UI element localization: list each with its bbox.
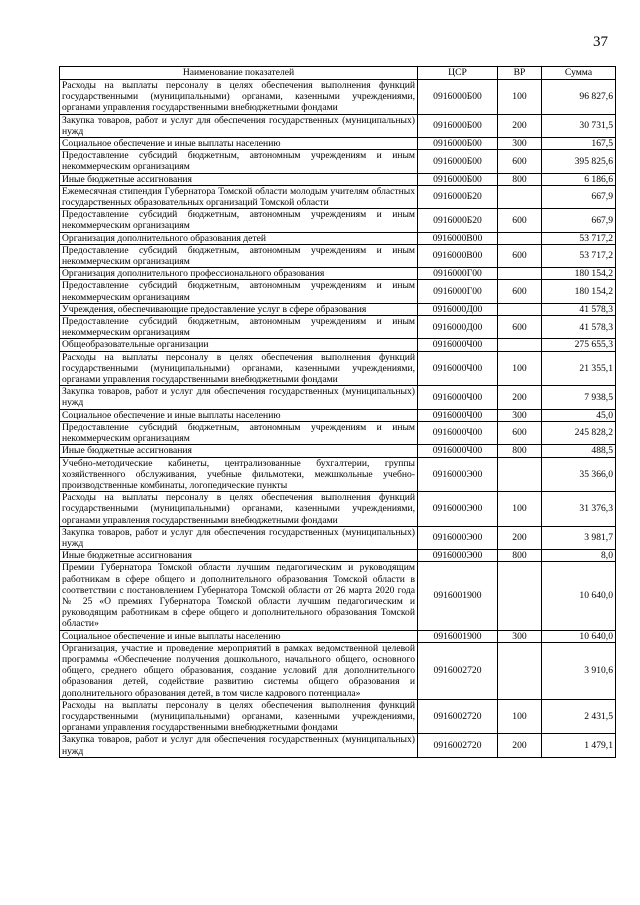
cell-vr: 800 (498, 445, 542, 457)
cell-sum: 180 154,2 (542, 280, 616, 303)
cell-vr: 100 (498, 80, 542, 115)
header-csr: ЦСР (418, 67, 498, 80)
cell-sum: 10 640,0 (542, 562, 616, 630)
table-row (60, 339, 616, 351)
page-number: 37 (593, 34, 608, 50)
table-row (60, 114, 616, 137)
cell-sum: 8,0 (542, 550, 616, 562)
cell-name: Закупка товаров, работ и услуг для обеспечения государственных (муниципальных) нужд (60, 386, 418, 409)
cell-vr (498, 268, 542, 280)
cell-name: Предоставление субсидий бюджетным, автономным учреждениям и иным некоммерческим организациям (60, 280, 418, 303)
cell-name: Закупка товаров, работ и услуг для обеспечения государственных (муниципальных) нужд (60, 526, 418, 549)
cell-name: Организация дополнительного профессионального образования (60, 268, 418, 280)
cell-vr (498, 232, 542, 244)
cell-csr: 0916000Б00 (418, 114, 498, 137)
cell-sum: 488,5 (542, 445, 616, 457)
cell-sum: 167,5 (542, 138, 616, 150)
table-row (60, 232, 616, 244)
table-header-row (60, 67, 616, 80)
cell-sum: 667,9 (542, 185, 616, 208)
cell-vr: 200 (498, 386, 542, 409)
table-row (60, 185, 616, 208)
cell-name: Иные бюджетные ассигнования (60, 445, 418, 457)
cell-sum: 395 825,6 (542, 150, 616, 173)
cell-sum: 3 981,7 (542, 526, 616, 549)
cell-name: Социальное обеспечение и иные выплаты населению (60, 138, 418, 150)
table-row (60, 445, 616, 457)
cell-vr (498, 457, 542, 492)
cell-name: Предоставление субсидий бюджетным, автономным учреждениям и иным некоммерческим организациям (60, 209, 418, 232)
cell-vr: 600 (498, 209, 542, 232)
cell-name: Предоставление субсидий бюджетным, автономным учреждениям и иным некоммерческим организациям (60, 244, 418, 267)
cell-vr: 100 (498, 492, 542, 527)
cell-csr: 0916000Ч00 (418, 445, 498, 457)
budget-table (59, 66, 616, 758)
cell-csr: 0916000Э00 (418, 492, 498, 527)
cell-sum: 45,0 (542, 409, 616, 421)
cell-csr: 0916000Б00 (418, 138, 498, 150)
cell-vr: 600 (498, 244, 542, 267)
cell-sum: 41 578,3 (542, 316, 616, 339)
table-row (60, 316, 616, 339)
cell-vr: 800 (498, 173, 542, 185)
cell-sum: 1 479,1 (542, 734, 616, 757)
cell-csr: 0916000Ч00 (418, 351, 498, 386)
cell-csr: 0916002720 (418, 642, 498, 699)
table-row (60, 386, 616, 409)
cell-sum: 96 827,6 (542, 80, 616, 115)
cell-csr: 0916000Б00 (418, 150, 498, 173)
cell-sum: 21 355,1 (542, 351, 616, 386)
cell-sum: 35 366,0 (542, 457, 616, 492)
cell-sum: 2 431,5 (542, 699, 616, 734)
table-row (60, 562, 616, 630)
cell-name: Учебно-методические кабинеты, централизованные бухгалтерии, группы хозяйственного обслуживания, учебные фильмотеки, межшкольные учебно-производственные комбинаты, логопедические пункты (60, 457, 418, 492)
cell-name: Организация дополнительного образования детей (60, 232, 418, 244)
table-row (60, 642, 616, 699)
cell-csr: 0916000Д00 (418, 303, 498, 315)
cell-name: Расходы на выплаты персоналу в целях обеспечения выполнения функций государственными (муниципальными) органами, казенными учреждениями, органами управления государственными внебюджетными фондами (60, 699, 418, 734)
cell-csr: 0916000Г00 (418, 280, 498, 303)
cell-name: Расходы на выплаты персоналу в целях обеспечения выполнения функций государственными (муниципальными) органами, казенными учреждениями, органами управления государственными внебюджетными фондами (60, 492, 418, 527)
cell-vr: 600 (498, 280, 542, 303)
cell-csr: 0916002720 (418, 734, 498, 757)
cell-vr: 100 (498, 699, 542, 734)
cell-csr: 0916000Э00 (418, 550, 498, 562)
header-vr: ВР (498, 67, 542, 80)
cell-name: Иные бюджетные ассигнования (60, 550, 418, 562)
cell-csr: 0916000Э00 (418, 457, 498, 492)
cell-name: Ежемесячная стипендия Губернатора Томской области молодым учителям областных государственных образовательных организаций Томской области (60, 185, 418, 208)
cell-vr (498, 303, 542, 315)
table-row (60, 268, 616, 280)
table-row (60, 550, 616, 562)
cell-sum: 41 578,3 (542, 303, 616, 315)
cell-sum: 6 186,6 (542, 173, 616, 185)
table-row (60, 209, 616, 232)
cell-vr (498, 185, 542, 208)
table-row (60, 409, 616, 421)
cell-csr: 0916000Б20 (418, 185, 498, 208)
table-row (60, 630, 616, 642)
cell-name: Расходы на выплаты персоналу в целях обеспечения выполнения функций государственными (муниципальными) органами, казенными учреждениями, органами управления государственными внебюджетными фондами (60, 351, 418, 386)
cell-csr: 0916000Д00 (418, 316, 498, 339)
table-row (60, 421, 616, 444)
header-name: Наименование показателей (60, 67, 418, 80)
cell-vr: 300 (498, 138, 542, 150)
cell-name: Социальное обеспечение и иные выплаты населению (60, 409, 418, 421)
table-row (60, 303, 616, 315)
cell-name: Премии Губернатора Томской области лучшим педагогическим и руководящим работникам в сфере общего и дополнительного образования Томской области в соответствии с постановлением Губернатора Томской области от 26 марта 2020 года № 25 «О премиях Губернатора Томской области лучшим педагогическим и руководящим работникам в сфере общего и дополнительного образования Томской области» (60, 562, 418, 630)
cell-vr: 300 (498, 409, 542, 421)
cell-sum: 7 938,5 (542, 386, 616, 409)
table-row (60, 138, 616, 150)
cell-vr: 200 (498, 734, 542, 757)
cell-name: Социальное обеспечение и иные выплаты населению (60, 630, 418, 642)
cell-csr: 0916000В00 (418, 244, 498, 267)
cell-name: Предоставление субсидий бюджетным, автономным учреждениям и иным некоммерческим организациям (60, 150, 418, 173)
table-row (60, 526, 616, 549)
table-row (60, 80, 616, 115)
cell-csr: 0916001900 (418, 562, 498, 630)
cell-sum: 53 717,2 (542, 244, 616, 267)
cell-sum: 53 717,2 (542, 232, 616, 244)
cell-csr: 0916000Г00 (418, 268, 498, 280)
cell-vr: 100 (498, 351, 542, 386)
cell-csr: 0916000Э00 (418, 526, 498, 549)
cell-vr (498, 562, 542, 630)
cell-vr: 200 (498, 114, 542, 137)
cell-csr: 0916000Б00 (418, 80, 498, 115)
cell-sum: 10 640,0 (542, 630, 616, 642)
cell-name: Иные бюджетные ассигнования (60, 173, 418, 185)
cell-vr: 300 (498, 630, 542, 642)
table-row (60, 351, 616, 386)
cell-name: Предоставление субсидий бюджетным, автономным учреждениям и иным некоммерческим организациям (60, 316, 418, 339)
cell-sum: 30 731,5 (542, 114, 616, 137)
cell-csr: 0916000Ч00 (418, 409, 498, 421)
table-row (60, 280, 616, 303)
table-row (60, 173, 616, 185)
cell-vr: 600 (498, 150, 542, 173)
cell-name: Закупка товаров, работ и услуг для обеспечения государственных (муниципальных) нужд (60, 734, 418, 757)
cell-vr: 600 (498, 316, 542, 339)
cell-sum: 180 154,2 (542, 268, 616, 280)
cell-sum: 667,9 (542, 209, 616, 232)
table-row (60, 734, 616, 757)
cell-csr: 0916002720 (418, 699, 498, 734)
cell-vr: 600 (498, 421, 542, 444)
cell-sum: 275 655,3 (542, 339, 616, 351)
cell-csr: 0916000В00 (418, 232, 498, 244)
table-row (60, 492, 616, 527)
cell-name: Организация, участие и проведение мероприятий в рамках ведомственной целевой программы «Обеспечение получения дошкольного, начального общего, основного общего, среднего общего образования, создание условий для дополнительного образования детей, содействие развитию системы общего образования и дополнительного образования детей, в том числе кадрового потенциала» (60, 642, 418, 699)
cell-csr: 0916000Б20 (418, 209, 498, 232)
cell-name: Расходы на выплаты персоналу в целях обеспечения выполнения функций государственными (муниципальными) органами, казенными учреждениями, органами управления государственными внебюджетными фондами (60, 80, 418, 115)
cell-sum: 245 828,2 (542, 421, 616, 444)
cell-csr: 0916000Ч00 (418, 386, 498, 409)
cell-csr: 0916000Ч00 (418, 339, 498, 351)
cell-name: Общеобразовательные организации (60, 339, 418, 351)
table-row (60, 699, 616, 734)
cell-csr: 0916000Ч00 (418, 421, 498, 444)
cell-vr: 800 (498, 550, 542, 562)
cell-name: Закупка товаров, работ и услуг для обеспечения государственных (муниципальных) нужд (60, 114, 418, 137)
cell-vr (498, 642, 542, 699)
cell-vr (498, 339, 542, 351)
table-row (60, 244, 616, 267)
header-sum: Сумма (542, 67, 616, 80)
cell-csr: 0916000Б00 (418, 173, 498, 185)
table-row (60, 457, 616, 492)
cell-sum: 3 910,6 (542, 642, 616, 699)
cell-name: Предоставление субсидий бюджетным, автономным учреждениям и иным некоммерческим организациям (60, 421, 418, 444)
cell-csr: 0916001900 (418, 630, 498, 642)
cell-name: Учреждения, обеспечивающие предоставление услуг в сфере образования (60, 303, 418, 315)
cell-vr: 200 (498, 526, 542, 549)
table-row (60, 150, 616, 173)
cell-sum: 31 376,3 (542, 492, 616, 527)
